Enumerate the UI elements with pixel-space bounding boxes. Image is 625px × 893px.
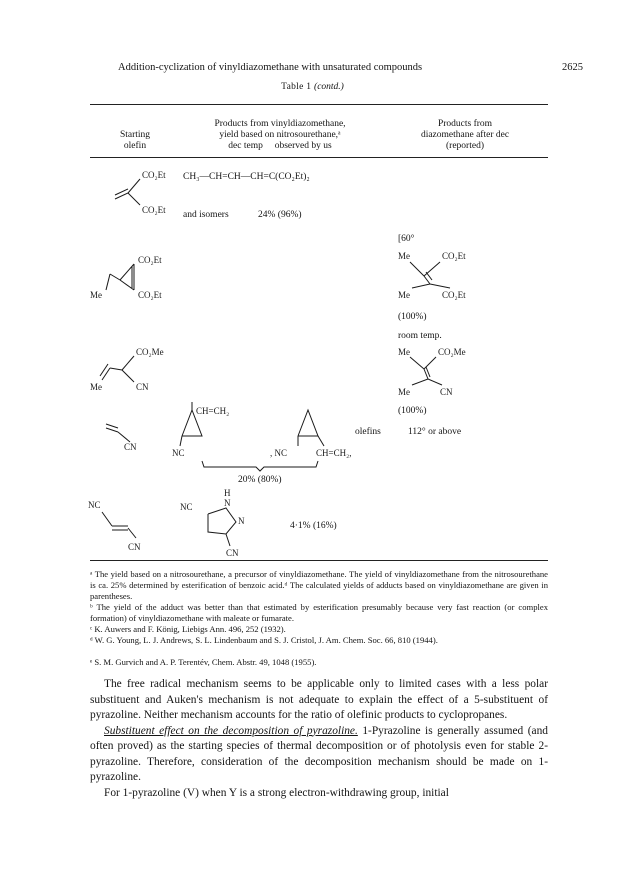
row2-co2et-bottom: CO₂Et [138,290,162,300]
row5-prod-n1: N [224,498,231,508]
row3-ref-co2me: CO₂Me [438,347,466,357]
col3-line2: diazomethane after dec [420,130,510,140]
row4-reference: 112° or above [408,427,462,437]
table-title-label: Table 1 [281,82,312,92]
paragraph-2-heading: Substituent effect on the decomposition of pyrazoline. [104,724,358,737]
row4-olefin-structure [100,410,160,455]
row3-olefin-structure [88,342,188,402]
row3-ref-yield: (100%) [398,406,427,416]
row2-condition: [60° [398,234,415,244]
row1-co2et-top: CO₂Et [142,170,166,180]
col-header-vinyldiazomethane-products [180,119,380,152]
col1-line1: Starting [119,130,151,140]
footnote-b: ᵇ The yield of the adduct was better than that estimated by esterification presumably because very fast reaction (or complex formation) of vinyldiazomethane with maleate or fumarate. [90,602,548,623]
row4-product1-structure [172,396,252,466]
footnote-e: ᵉ S. M. Gurvich and A. P. Terentév, Chem. Abstr. 49, 1048 (1955). [90,657,317,667]
row2-ref-yield: (100%) [398,312,427,322]
table-title [0,82,625,92]
row4-prod1-nc: NC [172,448,185,458]
row4-product2-structure [268,396,368,466]
row5-yield: 4·1% (16%) [290,521,337,531]
col-header-diazomethane-products [385,119,545,152]
col3-line1: Products from [437,119,493,129]
col3-line3: (reported) [446,141,484,151]
row3-ref-cn: CN [440,387,453,397]
row3-condition: room temp. [398,331,442,341]
row2-ref-co2et-bottom: CO₂Et [442,290,466,300]
row5-product-structure [178,488,288,558]
running-title: Addition-cyclization of vinyldiazomethane with unsaturated compounds [118,62,423,73]
row3-ref-me-bottom: Me [398,387,410,397]
row5-cn: CN [128,542,141,552]
table-title-suffix: (contd.) [314,82,344,92]
row2-olefin-structure [88,250,188,310]
row3-reference-structure [390,345,500,405]
row3-ref-me-top: Me [398,347,410,357]
table-bottom-rule [90,560,548,561]
row2-ref-me-top: Me [398,251,410,261]
col-header-starting-olefin [100,130,170,152]
row5-prod-cn: CN [226,548,239,558]
row2-co2et-top: CO₂Et [138,255,162,265]
row1-product: CH₃—CH=CH—CH=C(CO₂Et)₂ [183,172,310,182]
row2-ref-me-bottom: Me [398,290,410,300]
footnote-d: ᵈ W. G. Young, L. J. Andrews, S. L. Lindenbaum and S. J. Cristol, J. Am. Chem. Soc. 66, 810 (1944). [90,635,438,645]
page-number: 2625 [562,62,583,73]
row4-prod2-vinyl: CH=CH₂, [316,448,352,458]
row4-cn: CN [124,442,137,452]
row3-me: Me [90,382,102,392]
paragraph-3: For 1-pyrazoline (V) when Y is a strong electron-withdrawing group, initial [104,786,449,799]
table-header-rule [90,157,548,158]
row5-nc: NC [88,500,101,510]
row4-prod2-nc: , NC [270,448,288,458]
row2-me: Me [90,290,102,300]
row5-prod-nc: NC [180,502,193,512]
col2-line2: yield based on nitrosourethane,ᵃ [219,130,341,140]
row5-olefin-structure [88,496,168,556]
row1-co2et-bottom: CO₂Et [142,205,166,215]
paragraph-2-text: 1-Pyrazoline is generally assumed (and often proved) as the starting species of thermal decomposition or of photolysis even for stable 2-pyrazoline. Therefore, consideration of the decomposition mechanism should be made on 1-pyrazoline. [90,724,548,783]
body-text [90,677,548,801]
row4-yield: 20% (80%) [238,475,282,485]
row2-reference-structure [390,248,500,308]
row1-olefin-structure [100,165,180,225]
row1-isomers: and isomers [183,210,229,220]
row5-prod-n2: N [238,516,245,526]
paragraph-2 [90,724,548,786]
col2-line1: Products from vinyldiazomethane, [214,119,346,129]
row2-ref-co2et-top: CO₂Et [442,251,466,261]
row4-olefins: olefins [355,427,381,437]
col2-line3: dec temp observed by us [228,141,332,151]
row4-prod1-vinyl: CH=CH₂ [196,406,230,416]
table-top-rule [90,104,548,105]
row5-prod-h: H [224,488,231,498]
row1-yield: 24% (96%) [258,210,302,220]
row4-brace [200,459,320,475]
col1-line2: olefin [123,141,147,151]
paragraph-1: The free radical mechanism seems to be applicable only to limited cases with a less polar substituent and Auken's mechanism is not adequate to explain the effect of a 5-substituent of pyrazoline. Neither mechanism accounts for the ratio of olefinic products to cyclopropanes. [90,678,548,721]
row3-co2me: CO₂Me [136,347,164,357]
footnote-a: ᵃ The yield based on a nitrosourethane, a precursor of vinyldiazomethane. The yield of vinyldiazomethane from the nitrosourethane is ca. 25% determined by esterification of benzoic acid.ᵈ The calculated yields of adducts based on vinyldiazomethane are given in parentheses. [90,569,548,601]
row3-cn: CN [136,382,149,392]
footnote-c: ᶜ K. Auwers and F. König, Liebigs Ann. 496, 252 (1932). [90,624,286,634]
